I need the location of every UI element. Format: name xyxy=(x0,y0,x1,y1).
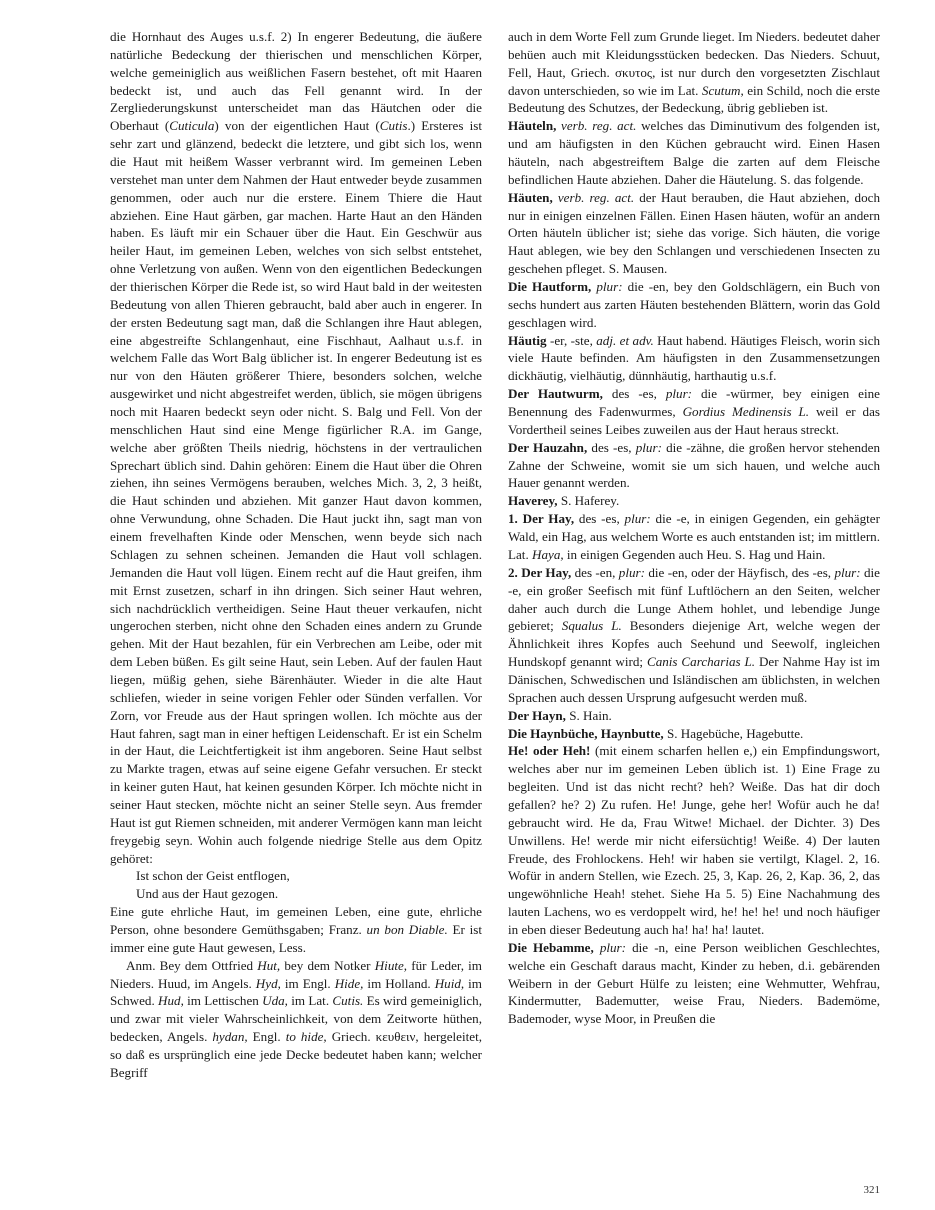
headword: Der Hayn, xyxy=(508,707,566,723)
left-column-paragraph xyxy=(110,903,482,957)
body-text: Eine gute ehrliche Haut, im gemeinen Leben, eine gute, ehrliche Person, ohne besondere Gemüthsgaben; Franz. xyxy=(110,904,482,937)
body-text: der Haut berauben, die Haut abziehen, doch nur in einigen einzelnen Fällen. Einen Hasen häuten, wofür an andern Orten häuteln üblicher ist; siehe das vorige. Sich häuten, die vorige Haut ablegen, wie bey den Schlangen und verschiedenen Insecten zu geschehen pfleget. S. Mausen. xyxy=(508,189,880,277)
headword: Die Hebamme, xyxy=(508,939,594,955)
italic-text: Squalus L. xyxy=(561,618,622,634)
right-column-paragraph xyxy=(508,278,880,332)
body-text: für Leder, im Nieders. Huud, im Angels. xyxy=(110,957,482,991)
body-text: die -zähne, die großen hervor stehenden Zahne der Schweine, womit sie um sich hauen, und welche auch Hauer genannt werden. xyxy=(508,439,881,491)
left-column-paragraph xyxy=(110,28,482,867)
body-text: Griech. κευθειν, hergeleitet, so daß es ursprünglich eine jede Decke bedeutet haben kann; welcher Begriff xyxy=(110,1029,482,1080)
headword: 1. Der Hay, xyxy=(508,511,575,527)
left-column-paragraph xyxy=(110,867,482,885)
body-text: S. Haferey. xyxy=(557,493,620,509)
body-text: Anm. Bey dem Ottfried xyxy=(126,957,258,973)
right-column-paragraph xyxy=(508,725,880,743)
headword: Häuteln, xyxy=(508,118,557,134)
italic-text: Hide, xyxy=(334,975,364,991)
italic-text: Hyd, xyxy=(255,975,281,991)
italic-text: verb. reg. act. xyxy=(556,118,637,134)
italic-text: plur: xyxy=(665,386,693,402)
body-text: weil er das Vordertheil seines Leibes zuweilen aus der Haut heraus streckt. xyxy=(508,404,881,437)
italic-text: Uda, xyxy=(262,993,288,1009)
left-text-column xyxy=(110,28,482,1168)
italic-text: Cutis. xyxy=(332,993,364,1009)
body-text: welches das Diminutivum des folgenden ist, und am häufigsten in den Küchen gebraucht wird. Einen Hasen häuteln, nach abgestreiftem Balge die zarten auf dem Fleische befindlichen Haute abziehen. Daher die Häutelung. S. das folgende. xyxy=(508,118,880,187)
italic-text: Cuticula xyxy=(169,118,215,134)
italic-text: Hud, xyxy=(158,993,184,1009)
body-text: die Hornhaut des Auges u.s.f. 2) In engerer Bedeutung, die äußere natürliche Bedeckung der thierischen und menschlichen Körper, welche gemeiniglich aus weißlichen Fasern bestehet, oft mit Haaren bedeckt ist, und auch das Fell genannt wird. In der Zergliederungskunst unterscheidet man das Häutchen oder die Oberhaut ( xyxy=(110,29,482,134)
body-text: die -würmer, bey einigen eine Benennung des Fadenwurmes, xyxy=(508,386,880,420)
body-text: im Holland. xyxy=(363,975,435,991)
italic-text: un bon Diable. xyxy=(366,921,448,937)
right-column-paragraph xyxy=(508,439,880,493)
two-column-layout xyxy=(110,28,880,1168)
body-text: Und aus der Haut gezogen. xyxy=(136,886,279,902)
body-text: bey dem Notker xyxy=(280,957,375,973)
headword: Häuten, xyxy=(508,189,553,205)
italic-text: plur: xyxy=(618,564,645,580)
body-text: die -en, oder der Häyfisch, des -es, xyxy=(644,564,835,580)
body-text: die -e, in einigen Gegenden, ein gehägter Wald, ein Hag, aus welchem Worte es auch entstanden ist; im mittlern. Lat. xyxy=(508,511,880,562)
left-column-paragraph xyxy=(110,957,482,1082)
italic-text: Hiute, xyxy=(374,957,408,973)
body-text: ein Schild, noch die erste Bedeutung des Schutzes, der Bedeckung, übrig geblieben ist. xyxy=(508,82,880,116)
right-column-paragraph xyxy=(508,564,880,707)
right-column-paragraph xyxy=(508,117,880,188)
body-text: Er ist immer eine gute Haut gewesen, Less. xyxy=(110,921,482,955)
body-text: (mit einem scharfen hellen e,) ein Empfindungswort, welches aber nur im gemeinen Leben üblich ist. 1) Eine Frage zu begleiten. Und ist das nicht recht? heh? Weiße. Das hat dir doch gefallen? he? 2) Zu rufen. He! Junge, gehe her! Wofür auch he da! gebraucht wird. He da, Frau Witwe! Michael. der Dichter. 3) Des Unwillens. He! werde mir nicht eifersüchtig! Weiße. 4) Der lauten Freude, des Frohlockens. Heh! wir haben sie vertilgt, Klagel. 2, 16. Wofür in andern Stellen, wie Ezech. 25, 3, Kap. 26, 2, Kap. 36, 2, das ungewöhnliche Heah! stehet. Siehe Ha 5. 5) Eine Nachahmung des lauten Lachens, wo es verdoppelt wird, he! he! he! und noch häufiger in eben dieser Bedeutung auch ha! ha! ha! lautet. xyxy=(508,743,880,937)
body-text: S. Hain. xyxy=(565,707,612,723)
italic-text: Canis Carcharias L. xyxy=(646,654,756,670)
right-column-paragraph xyxy=(508,189,880,278)
body-text: auch in dem Worte Fell zum Grunde lieget. Im Nieders. bedeutet daher behüen auch mit Kleidungsstücken bedecken. Das Nieders. Schuut, Fell, Haut, Griech. σκυτος, ist nur durch den vorgesetzten Zischlaut davon unterschieden, so wie im Lat. xyxy=(508,29,880,98)
headword: Die Haynbüche, Haynbutte, xyxy=(508,725,664,741)
body-text: des -en, xyxy=(571,564,619,580)
italic-text: plur: xyxy=(593,939,627,955)
italic-text: to hide, xyxy=(285,1029,327,1045)
italic-text: hydan, xyxy=(212,1029,248,1045)
right-column-paragraph xyxy=(508,332,880,386)
body-text: Es wird gemeiniglich, und zwar mit vieler Wahrscheinlichkeit, von dem Zeitworte hüthen, bedecken, Angels. xyxy=(110,993,482,1045)
body-text: die -n, eine Person weiblichen Geschlechtes, welche ein Geschaft daraus macht, Kinder zu heben, d.i. gebärenden Weibern in der Geburt Hülfe zu leisten; eine Wehmutter, Wehfrau, Kindermutter, Bademutter, weise Frau, Nieders. Bademöme, Bademoder, wyse Moor, in Preußen die xyxy=(508,939,880,1027)
headword: Die Hautform, xyxy=(508,279,592,295)
right-column-paragraph xyxy=(508,385,880,439)
italic-text: plur: xyxy=(834,564,861,580)
right-column-paragraph xyxy=(508,28,880,117)
body-text: Haut habend. Häutiges Fleisch, worin sich viele Haute befinden. Am häufigsten in den Zusammensetzungen dickhäutig, vielhäutig, dünnhäutig, harthautig u.s.f. xyxy=(508,332,880,384)
right-column-paragraph xyxy=(508,707,880,725)
italic-text: adj. et adv. xyxy=(596,332,654,348)
body-text: des -es, xyxy=(587,439,636,455)
right-column-paragraph xyxy=(508,939,880,1028)
body-text: des -es, xyxy=(602,386,666,402)
body-text: Der Nahme Hay ist im Dänischen, Schwedischen und Isländischen am üblichsten, in welchen Sprachen auch dessen Ursprung aufgesucht werden muß. xyxy=(508,654,880,705)
headword: Häutig xyxy=(508,332,547,348)
body-text: im Lat. xyxy=(287,993,333,1009)
body-text: .) Ersteres ist sehr zart und glänzend, bedeckt die letztere, und gibt sich los, wenn die Haut mit heißem Wasser verbrannt wird. Im gemeinen Leben verstehet man unter dem Nahmen der Haut entweder beyde zusammen genommen, oder auch nur die erstere. Einem Thiere die Haut abziehen. Eine Haut gärben, gar machen. Harte Haut an den Händen haben. Es läuft mir ein Schauer über die Haut. Ein Geschwür aus heiler Haut, im gemeinen Leben, welches von sich selbst entstehet, ohne Verletzung von außen. Wenn von den eigentlichen Bedeckungen der thierischen Körper die Rede ist, so wird Haut bald in der weitesten Bedeutung von allen Thieren gebraucht, bald aber auch in engerer. In der ersten Bedeutung sagt man, daß die Schlangen ihre Haut ablegen, eine abgestreifte Schlangenhaut, eine Fischhaut, Aalhaut u.s.f. in welchem Falle das Wort Balg üblicher ist. In engerer Bedeutung ist es nur von den Häuten größerer Thiere, besonders solchen, welche ausgewirket und nicht abgestreifet werden, üblich, sie mögen übrigens noch mit Haaren bedeckt seyn oder nicht. S. Balg und Fell. Von der menschlichen Haut sind eine Menge figürlicher R.A. im Gange, welche aber größten Theils niedrig, höchstens in der vertraulichen Sprechart üblich sind. Dahin gehören: Einem die Haut über die Ohren ziehen, ihn seines Vermögens berauben, welches Mich. 3, 2, 3 heißt, die Haut schinden und abziehen. Mit ganzer Haut davon kommen, ohne Verwundung, ohne Schaden. Die Haut juckt ihn, sagt man von einem frevelhaften Kinde oder Menschen, wenn beyde sich nach Schlagen zu sehnen scheinen. Jemanden die Haut voll schlagen. Jemanden die Haut voll lügen. Einem recht auf die Haut greifen, ihm mit Ernst zusetzen, scharf in ihn dringen. Sich seiner Haut wehren, sich nachdrücklich vertheidigen. Seine Haut theuer verkaufen, nicht ungerochen sterben, nicht ohne den Schaden eines andern zu Grunde gehen. Mit der Haut bezahlen, für ein Verbrechen am Leibe, oder mit dem Leben büßen. Es gilt seine Haut, sein Leben. Auf der faulen Haut liegen, müßig gehen, siehe Bärenhäuter. Wieder in die alte Haut schliefen, wieder in seine vorigen Fehler oder Sünden verfallen. Vor Zorn, vor Freude aus der Haut springen wollen. Ich möchte aus der Haut fahren, sagt man in einer heftigen Leidenschaft. Er ist ein Schelm in der Haut, die Leichtfertigkeit ist ihm angeboren. Seine Haut selbst zu Markte tragen, etwas auf seine eigene Gefahr versuchen. Er steckt in keiner guten Haut, hat keinen gesunden Körper. Ich möchte nicht in seiner Haut stecken, möchte nicht an seiner Stelle seyn. Aus fremder Haut ist gut Riemen schneiden, mit anderer Vermögen kann man leicht freygebig seyn. Wohin auch folgende niedrige Stelle aus dem Opitz gehöret: xyxy=(110,118,482,866)
headword: Der Hautwurm, xyxy=(508,386,603,402)
italic-text: Cutis xyxy=(379,118,408,134)
body-text: im Engl. xyxy=(280,975,335,991)
right-column-paragraph xyxy=(508,492,880,510)
right-text-column xyxy=(508,28,880,1168)
italic-text: plur: xyxy=(591,279,623,295)
right-column-paragraph xyxy=(508,510,880,564)
headword: Der Hauzahn, xyxy=(508,439,588,455)
body-text: Ist schon der Geist entflogen, xyxy=(136,868,290,884)
body-text: die -e, ein großer Seefisch mit fünf Luftlöchern an den Seiten, welcher daher auch durch die Lunge Athem hohlet, und lebendige Junge gebieret; xyxy=(508,564,880,634)
body-text: in einigen Gegenden auch Heu. S. Hag und Hain. xyxy=(563,546,826,562)
body-text: des -es, xyxy=(574,511,625,527)
italic-text: plur: xyxy=(635,439,662,455)
italic-text: Hut, xyxy=(257,957,281,973)
body-text: Besonders diejenige Art, welche wegen der Ähnlichkeit ihres Kopfes auch Seehund und Seewolf, ingleichen Hundskopf genannt wird; xyxy=(508,618,881,670)
left-column-paragraph xyxy=(110,885,482,903)
italic-text: Scutum, xyxy=(701,82,744,98)
right-column-paragraph xyxy=(508,742,880,938)
body-text: die -en, bey den Goldschlägern, ein Buch von sechs hundert aus zarten Häuten bestehenden Blättern, worin das Gold geschlagen wird. xyxy=(508,279,880,330)
italic-text: Gordius Medinensis L. xyxy=(682,404,810,420)
italic-text: Haya, xyxy=(532,546,564,562)
italic-text: Huid, xyxy=(434,975,465,991)
body-text: Engl. xyxy=(247,1029,286,1045)
headword: He! oder Heh! xyxy=(508,743,591,759)
italic-text: plur: xyxy=(624,511,651,527)
body-text: im Lettischen xyxy=(183,993,263,1009)
headword: 2. Der Hay, xyxy=(508,564,572,580)
page-number: 321 xyxy=(863,1184,880,1196)
italic-text: verb. reg. act. xyxy=(552,189,635,205)
body-text: S. Hagebüche, Hagebutte. xyxy=(663,725,804,741)
body-text: -er, -ste, xyxy=(546,332,597,348)
headword: Haverey, xyxy=(508,493,558,509)
body-text: im Schwed. xyxy=(110,975,482,1009)
body-text: ) von der eigentlichen Haut ( xyxy=(214,118,380,134)
